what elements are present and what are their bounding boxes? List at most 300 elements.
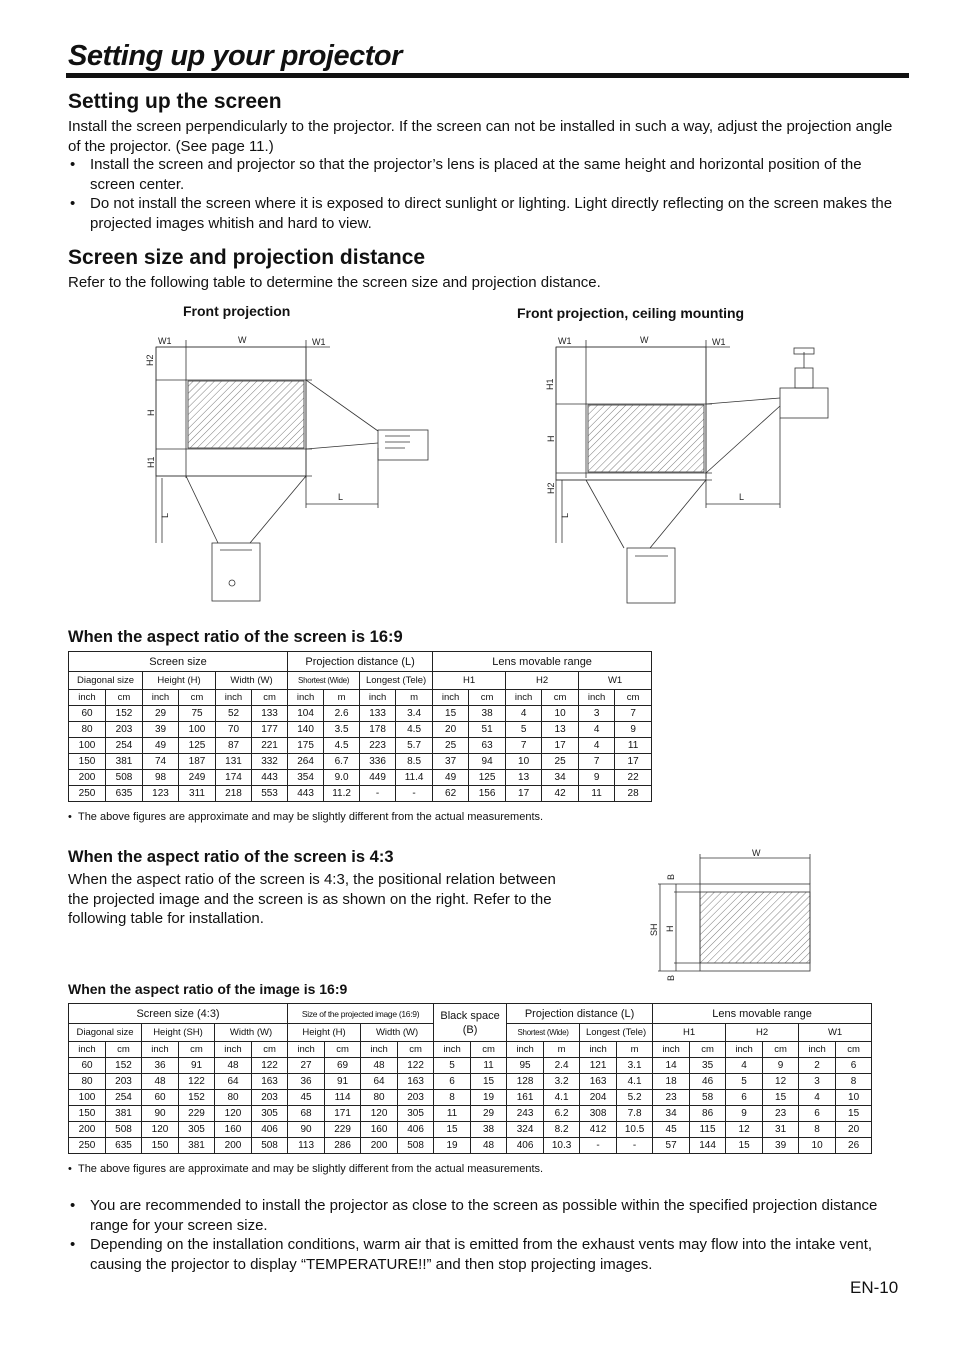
table-row: [69, 786, 652, 802]
dim-b-top: B: [666, 873, 676, 880]
dim-h2: H2: [546, 482, 556, 494]
unit-header: cm: [179, 1042, 215, 1058]
table-cell: 10: [506, 754, 542, 770]
table-cell: 98: [143, 770, 179, 786]
table-cell: 120: [142, 1122, 179, 1138]
table-row: [69, 738, 652, 754]
table-cell: 75: [179, 706, 216, 722]
table-cell: 6: [836, 1058, 872, 1074]
table-cell: 4.1: [617, 1074, 653, 1090]
table-cell: 161: [507, 1090, 544, 1106]
table-cell: 48: [471, 1138, 507, 1154]
table-cell: 9: [615, 722, 652, 738]
unit-header: cm: [179, 690, 216, 706]
page-number: EN-10: [850, 1278, 899, 1297]
table-cell: 6.7: [324, 754, 360, 770]
table-cell: 6.2: [544, 1106, 580, 1122]
table-row: [69, 706, 652, 722]
table-cell: 19: [471, 1090, 507, 1106]
table-cell: 11.2: [324, 786, 360, 802]
unit-header: inch: [361, 1042, 398, 1058]
header-width: Width (W): [215, 1024, 288, 1042]
table-cell: 31: [763, 1122, 799, 1138]
table-cell: 22: [615, 770, 652, 786]
table-cell: 70: [216, 722, 252, 738]
table-row: [69, 754, 652, 770]
unit-header: inch: [142, 1042, 179, 1058]
header-w1: W1: [799, 1024, 872, 1042]
table-cell: 508: [398, 1138, 434, 1154]
table-cell: 131: [216, 754, 252, 770]
table-cell: 156: [469, 786, 506, 802]
table-cell: 311: [179, 786, 216, 802]
table-cell: 2.6: [324, 706, 360, 722]
table-cell: 308: [580, 1106, 617, 1122]
table-cell: 305: [398, 1106, 434, 1122]
table-cell: 60: [142, 1090, 179, 1106]
table-cell: 122: [179, 1074, 215, 1090]
table-cell: 229: [325, 1122, 361, 1138]
table-cell: 443: [252, 770, 288, 786]
table-cell: 60: [69, 1058, 106, 1074]
table-cell: 35: [690, 1058, 726, 1074]
header-screen-size: Screen size: [69, 652, 288, 672]
table-cell: 7: [506, 738, 542, 754]
unit-header: inch: [799, 1042, 836, 1058]
table-cell: 160: [215, 1122, 252, 1138]
table-cell: 4: [579, 738, 615, 754]
table-cell: 80: [215, 1090, 252, 1106]
table-cell: 7: [579, 754, 615, 770]
dim-sh: SH: [649, 923, 659, 936]
table-cell: 9: [726, 1106, 763, 1122]
table-cell: 177: [252, 722, 288, 738]
table-cell: 120: [361, 1106, 398, 1122]
header-height-sh: Height (SH): [142, 1024, 215, 1042]
table-cell: 200: [69, 770, 106, 786]
table-cell: 5: [726, 1074, 763, 1090]
section-heading-screen: Setting up the screen: [68, 90, 282, 113]
table-cell: 91: [325, 1074, 361, 1090]
table-cell: 4: [579, 722, 615, 738]
table-cell: 381: [106, 754, 143, 770]
unit-header: m: [396, 690, 433, 706]
dim-w: W: [752, 848, 761, 858]
dim-h: H: [546, 435, 556, 442]
table-cell: 150: [69, 754, 106, 770]
table-cell: 104: [288, 706, 324, 722]
table-cell: 90: [288, 1122, 325, 1138]
unit-header: inch: [360, 690, 396, 706]
table-cell: 37: [433, 754, 469, 770]
table-cell: 174: [216, 770, 252, 786]
unit-header: m: [324, 690, 360, 706]
dim-l-vertical: L: [560, 512, 570, 518]
table-cell: 250: [69, 1138, 106, 1154]
table-cell: 58: [690, 1090, 726, 1106]
header-h2: H2: [726, 1024, 799, 1042]
table-cell: 204: [580, 1090, 617, 1106]
table-cell: 11: [471, 1058, 507, 1074]
table-cell: 10.5: [617, 1122, 653, 1138]
dim-l-horizontal: L: [739, 492, 745, 502]
table-cell: 200: [69, 1122, 106, 1138]
table-cell: 254: [106, 1090, 142, 1106]
table-row: [69, 722, 652, 738]
table-cell: 160: [361, 1122, 398, 1138]
table-cell: 508: [106, 770, 143, 786]
table-cell: 15: [726, 1138, 763, 1154]
header-image-width: Width (W): [361, 1024, 434, 1042]
table-cell: 406: [507, 1138, 544, 1154]
header-width: Width (W): [216, 672, 288, 690]
list-item: • You are recommended to install the projector as close to the screen as possible within the specified projection distance range for your screen size.: [68, 1196, 908, 1235]
unit-header: inch: [288, 1042, 325, 1058]
table-cell: 26: [836, 1138, 872, 1154]
table-cell: 52: [216, 706, 252, 722]
table-cell: 5: [506, 722, 542, 738]
table-cell: 163: [252, 1074, 288, 1090]
table-cell: 4: [506, 706, 542, 722]
unit-header: cm: [106, 690, 143, 706]
table-cell: 13: [542, 722, 579, 738]
table-cell: 23: [653, 1090, 690, 1106]
screen-intro: Install the screen perpendicularly to the projector. If the screen can not be installed in such a way, adjust the projection angle of the projector. (See page 11.): [68, 118, 893, 155]
table-cell: 15: [434, 1122, 471, 1138]
table-cell: 412: [580, 1122, 617, 1138]
table-cell: 249: [179, 770, 216, 786]
table-cell: 125: [469, 770, 506, 786]
table-cell: 100: [69, 1090, 106, 1106]
ceiling-projection-label: Front projection, ceiling mounting: [517, 305, 745, 321]
table-cell: 68: [288, 1106, 325, 1122]
table-cell: 332: [252, 754, 288, 770]
table-cell: 29: [143, 706, 179, 722]
table-row: [69, 1074, 872, 1090]
header-diagonal: Diagonal size: [69, 672, 143, 690]
table-cell: 48: [361, 1058, 398, 1074]
table-cell: 508: [106, 1122, 142, 1138]
list-item: • Do not install the screen where it is exposed to direct sunlight or lighting. Light directly reflecting on the screen makes the projected images whitish and hard to view.: [68, 194, 908, 233]
unit-header: inch: [433, 690, 469, 706]
table-cell: 12: [763, 1074, 799, 1090]
table-cell: 187: [179, 754, 216, 770]
table-cell: -: [580, 1138, 617, 1154]
dim-h1: H1: [146, 456, 156, 468]
table-cell: 36: [142, 1058, 179, 1074]
table-cell: 64: [361, 1074, 398, 1090]
table-cell: 123: [143, 786, 179, 802]
table-cell: 175: [288, 738, 324, 754]
table43-heading: When the aspect ratio of the image is 16:9: [68, 981, 348, 997]
dim-w: W: [238, 335, 247, 345]
table-169: [68, 651, 652, 802]
table-cell: 381: [106, 1106, 142, 1122]
table-cell: 3: [579, 706, 615, 722]
table-cell: 150: [142, 1138, 179, 1154]
table-cell: 10.3: [544, 1138, 580, 1154]
table-cell: 39: [143, 722, 179, 738]
table-cell: 152: [106, 1058, 142, 1074]
table-cell: 200: [361, 1138, 398, 1154]
table-cell: 64: [215, 1074, 252, 1090]
table-cell: 8.5: [396, 754, 433, 770]
unit-header: cm: [471, 1042, 507, 1058]
unit-header: inch: [653, 1042, 690, 1058]
header-w1: W1: [579, 672, 652, 690]
table-cell: 34: [653, 1106, 690, 1122]
table-cell: 203: [398, 1090, 434, 1106]
table-cell: 17: [542, 738, 579, 754]
table-cell: 140: [288, 722, 324, 738]
table-cell: 4.5: [324, 738, 360, 754]
unit-header: m: [544, 1042, 580, 1058]
table-cell: 9: [763, 1058, 799, 1074]
table-cell: 122: [252, 1058, 288, 1074]
table-cell: 15: [433, 706, 469, 722]
dim-h: H: [665, 925, 675, 932]
header-lens-range: Lens movable range: [433, 652, 652, 672]
header-lens-range: Lens movable range: [653, 1004, 872, 1024]
dim-w: W: [640, 335, 649, 345]
unit-header: cm: [690, 1042, 726, 1058]
table-cell: 49: [433, 770, 469, 786]
table-cell: 25: [433, 738, 469, 754]
table-cell: 86: [690, 1106, 726, 1122]
table-cell: 203: [252, 1090, 288, 1106]
table-cell: 48: [142, 1074, 179, 1090]
table-cell: 69: [325, 1058, 361, 1074]
table-row: [69, 1090, 872, 1106]
unit-header: inch: [726, 1042, 763, 1058]
table-cell: 12: [726, 1122, 763, 1138]
unit-header: cm: [325, 1042, 361, 1058]
table-cell: 23: [763, 1106, 799, 1122]
table-cell: 223: [360, 738, 396, 754]
table-cell: 635: [106, 786, 143, 802]
dim-l-horizontal: L: [338, 492, 344, 502]
table-cell: 443: [288, 786, 324, 802]
unit-header: inch: [506, 690, 542, 706]
table-cell: 3: [799, 1074, 836, 1090]
header-projected-size: Size of the projected image (16:9): [288, 1004, 434, 1024]
screen-bullets: [68, 155, 908, 233]
header-shortest: Shortest (Wide): [507, 1024, 580, 1042]
table-cell: 49: [143, 738, 179, 754]
table-cell: 95: [507, 1058, 544, 1074]
table-cell: 152: [106, 706, 143, 722]
table-cell: 305: [179, 1122, 215, 1138]
front-projection-label: Front projection: [183, 303, 291, 319]
table-cell: 25: [542, 754, 579, 770]
table-cell: 80: [69, 1074, 106, 1090]
unit-header: inch: [69, 1042, 106, 1058]
table-cell: 152: [179, 1090, 215, 1106]
table-cell: -: [617, 1138, 653, 1154]
front-projection-diagram: [140, 328, 450, 610]
unit-header: inch: [69, 690, 106, 706]
table-row: [69, 770, 652, 786]
table-cell: 46: [690, 1074, 726, 1090]
unit-header: cm: [106, 1042, 142, 1058]
table-cell: 3.5: [324, 722, 360, 738]
table-row: [69, 1106, 872, 1122]
table-cell: 449: [360, 770, 396, 786]
table-cell: 203: [106, 722, 143, 738]
table-cell: 3.4: [396, 706, 433, 722]
header-longest: Longest (Tele): [580, 1024, 653, 1042]
table-cell: 115: [690, 1122, 726, 1138]
unit-header: inch: [434, 1042, 471, 1058]
table-cell: 133: [252, 706, 288, 722]
table-cell: 6: [726, 1090, 763, 1106]
table-cell: 80: [69, 722, 106, 738]
table-cell: 48: [215, 1058, 252, 1074]
unit-header: cm: [469, 690, 506, 706]
table-cell: 62: [433, 786, 469, 802]
table-cell: 324: [507, 1122, 544, 1138]
table-cell: 100: [179, 722, 216, 738]
header-shortest: Shortest (Wide): [288, 672, 360, 690]
table-cell: 553: [252, 786, 288, 802]
table-cell: 5.2: [617, 1090, 653, 1106]
table-cell: 4: [726, 1058, 763, 1074]
table-cell: 87: [216, 738, 252, 754]
table-cell: 74: [143, 754, 179, 770]
table-cell: 203: [106, 1074, 142, 1090]
table-cell: 229: [179, 1106, 215, 1122]
unit-header: inch: [288, 690, 324, 706]
ceiling-projection-diagram: [540, 328, 850, 610]
dim-w1-right: W1: [312, 337, 326, 347]
header-projection-distance: Projection distance (L): [507, 1004, 653, 1024]
table-cell: 2: [799, 1058, 836, 1074]
dim-w1-right: W1: [712, 337, 726, 347]
table-cell: 6: [434, 1074, 471, 1090]
table-cell: 20: [836, 1122, 872, 1138]
table-cell: 150: [69, 1106, 106, 1122]
table-cell: 9: [579, 770, 615, 786]
table-cell: 8.2: [544, 1122, 580, 1138]
table-cell: 10: [799, 1138, 836, 1154]
table-cell: 42: [542, 786, 579, 802]
table-cell: 635: [106, 1138, 142, 1154]
unit-header: cm: [252, 1042, 288, 1058]
table-cell: 11.4: [396, 770, 433, 786]
header-screen-size-43: Screen size (4:3): [69, 1004, 288, 1024]
list-item: • Depending on the installation conditions, warm air that is emitted from the exhaust vents may flow into the intake vent, causing the projector to display “TEMPERATURE!!” and then stop projecting images.: [68, 1235, 908, 1274]
table-cell: 254: [106, 738, 143, 754]
header-diagonal: Diagonal size: [69, 1024, 142, 1042]
table-cell: 18: [653, 1074, 690, 1090]
table-cell: 11: [434, 1106, 471, 1122]
table-cell: 8: [799, 1122, 836, 1138]
unit-header: cm: [252, 690, 288, 706]
table-cell: 11: [579, 786, 615, 802]
section43-heading: When the aspect ratio of the screen is 4:3: [68, 848, 394, 866]
unit-header: m: [617, 1042, 653, 1058]
table169-note: • The above figures are approximate and may be slightly different from the actual measurements.: [68, 811, 544, 823]
table-cell: 120: [215, 1106, 252, 1122]
section43-text: When the aspect ratio of the screen is 4:3, the positional relation between the projected image and the screen is as shown on the right. Refer to the following table for installation.: [68, 871, 556, 927]
table-cell: 60: [69, 706, 106, 722]
table-cell: 221: [252, 738, 288, 754]
table-cell: 19: [434, 1138, 471, 1154]
table-cell: 381: [179, 1138, 215, 1154]
page-title: Setting up your projector: [68, 40, 402, 72]
table-cell: 17: [615, 754, 652, 770]
table-cell: 243: [507, 1106, 544, 1122]
table-cell: 34: [542, 770, 579, 786]
table-row: [69, 1058, 872, 1074]
table-cell: 305: [252, 1106, 288, 1122]
table-cell: 15: [763, 1090, 799, 1106]
table-cell: 354: [288, 770, 324, 786]
table-cell: 171: [325, 1106, 361, 1122]
table-cell: 508: [252, 1138, 288, 1154]
table-cell: 125: [179, 738, 216, 754]
table-cell: 2.4: [544, 1058, 580, 1074]
header-h1: H1: [653, 1024, 726, 1042]
title-rule: [66, 73, 909, 78]
table-cell: 128: [507, 1074, 544, 1090]
table-cell: 7: [615, 706, 652, 722]
table-cell: 6: [799, 1106, 836, 1122]
dim-l-vertical: L: [160, 512, 170, 518]
table-cell: 113: [288, 1138, 325, 1154]
table-cell: 38: [471, 1122, 507, 1138]
table-cell: 45: [288, 1090, 325, 1106]
table-cell: 406: [252, 1122, 288, 1138]
unit-header: cm: [615, 690, 652, 706]
table-cell: 8: [836, 1074, 872, 1090]
header-longest: Longest (Tele): [360, 672, 433, 690]
list-item: • Install the screen and projector so that the projector’s lens is placed at the same height and horizontal position of the screen center.: [68, 155, 908, 194]
header-h2: H2: [506, 672, 579, 690]
table-cell: 20: [433, 722, 469, 738]
dim-h1: H1: [545, 378, 555, 390]
table-cell: 264: [288, 754, 324, 770]
header-image-height: Height (H): [288, 1024, 361, 1042]
table-cell: 90: [142, 1106, 179, 1122]
table-cell: 218: [216, 786, 252, 802]
distance-intro: Refer to the following table to determine the screen size and projection distance.: [68, 274, 601, 291]
table-cell: 200: [215, 1138, 252, 1154]
header-h1: H1: [433, 672, 506, 690]
unit-header: inch: [579, 690, 615, 706]
table-cell: 10: [836, 1090, 872, 1106]
table-cell: 336: [360, 754, 396, 770]
table-cell: 27: [288, 1058, 325, 1074]
section-heading-distance: Screen size and projection distance: [68, 246, 426, 269]
unit-header: inch: [507, 1042, 544, 1058]
table-cell: 39: [763, 1138, 799, 1154]
unit-header: cm: [763, 1042, 799, 1058]
aspect-43-diagram: [640, 846, 820, 981]
table-cell: 17: [506, 786, 542, 802]
unit-header: cm: [542, 690, 579, 706]
table-cell: 4.1: [544, 1090, 580, 1106]
table-cell: 3.1: [617, 1058, 653, 1074]
table-cell: 133: [360, 706, 396, 722]
table-cell: 163: [580, 1074, 617, 1090]
table-cell: 91: [179, 1058, 215, 1074]
header-black-space: Black space (B): [434, 1004, 507, 1042]
table169-heading: When the aspect ratio of the screen is 16:9: [68, 628, 403, 646]
dim-b-bottom: B: [666, 974, 676, 981]
table-cell: 10: [542, 706, 579, 722]
unit-header: cm: [836, 1042, 872, 1058]
